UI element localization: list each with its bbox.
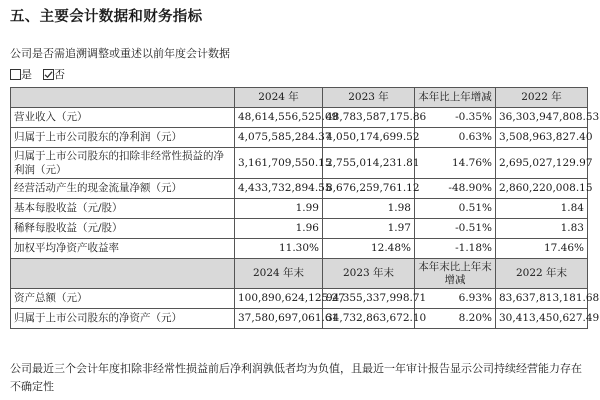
- table-row: [11, 128, 588, 148]
- table-cell: 14.76%: [415, 148, 496, 179]
- header-cell: 2023 年: [323, 88, 415, 108]
- table-cell: 3,161,709,550.15: [235, 148, 323, 179]
- table-cell: 30,413,450,627.49: [496, 309, 588, 329]
- table-cell: -0.51%: [415, 219, 496, 239]
- table-cell: 36,303,947,808.53: [496, 108, 588, 128]
- table-cell: 100,890,624,125.27: [235, 289, 323, 309]
- table-cell: 4,433,732,894.55: [235, 179, 323, 199]
- table-cell: 2,695,027,129.97: [496, 148, 588, 179]
- row-label: 经营活动产生的现金流量净额（元）: [11, 179, 235, 199]
- retro-adjust-question: 公司是否需追溯调整或重述以前年度会计数据: [10, 47, 230, 60]
- table-row: [11, 108, 588, 128]
- table-row: [11, 148, 588, 179]
- table-cell: 0.51%: [415, 199, 496, 219]
- row-label: 加权平均净资产收益率: [11, 239, 235, 259]
- header-cell: 2024 年: [235, 88, 323, 108]
- table-cell: 1.97: [323, 219, 415, 239]
- row-label: 资产总额（元）: [11, 289, 235, 309]
- table-cell: -48.90%: [415, 179, 496, 199]
- table-row: [11, 199, 588, 219]
- checkbox-yes-label: 是: [21, 68, 32, 81]
- table-cell: 1.98: [323, 199, 415, 219]
- table-cell: 8,676,259,761.12: [323, 179, 415, 199]
- table-cell: -1.18%: [415, 239, 496, 259]
- table-cell: 4,075,585,284.37: [235, 128, 323, 148]
- table-cell: 1.99: [235, 199, 323, 219]
- table-row: [11, 289, 588, 309]
- row-label: 归属于上市公司股东的净资产（元）: [11, 309, 235, 329]
- checkbox-no-label: 否: [54, 68, 65, 81]
- table-row: [11, 179, 588, 199]
- table-cell: -0.35%: [415, 108, 496, 128]
- table-cell: 2,860,220,008.15: [496, 179, 588, 199]
- header-cell: 本年比上年增减: [415, 88, 496, 108]
- header-cell: 本年末比上年末增减: [415, 259, 496, 289]
- header-cell: 2024 年末: [235, 259, 323, 289]
- table-cell: 12.48%: [323, 239, 415, 259]
- table-cell: 17.46%: [496, 239, 588, 259]
- table-row: [11, 239, 588, 259]
- checkbox-no[interactable]: [43, 68, 65, 81]
- row-label: 稀释每股收益（元/股）: [11, 219, 235, 239]
- row-label: 归属于上市公司股东的净利润（元）: [11, 128, 235, 148]
- footnote: 公司最近三个会计年度扣除非经常性损益前后净利润孰低者均为负值，且最近一年审计报告显示公司持续经营能力存在不确定性: [10, 362, 582, 393]
- table-cell: 3,508,963,827.40: [496, 128, 588, 148]
- checkbox-unchecked-icon: [10, 69, 21, 80]
- table-cell: 34,732,863,672.10: [323, 309, 415, 329]
- row-label: 基本每股收益（元/股）: [11, 199, 235, 219]
- retro-adjust-options: [10, 66, 65, 82]
- header-cell: 2023 年末: [323, 259, 415, 289]
- table-cell: 1.83: [496, 219, 588, 239]
- table-cell: 2,755,014,231.81: [323, 148, 415, 179]
- table-cell: 8.20%: [415, 309, 496, 329]
- section-title: 五、主要会计数据和财务指标: [10, 9, 203, 25]
- header-cell: [11, 259, 235, 289]
- financial-indicators-table: [10, 87, 600, 329]
- checkbox-yes[interactable]: [10, 68, 36, 81]
- table-cell: 94,355,337,998.71: [323, 289, 415, 309]
- table-cell: 37,580,697,061.61: [235, 309, 323, 329]
- table-cell: 0.63%: [415, 128, 496, 148]
- row-label: 营业收入（元）: [11, 108, 235, 128]
- table-cell: 6.93%: [415, 289, 496, 309]
- table-cell: 1.84: [496, 199, 588, 219]
- checkbox-checked-icon: [43, 69, 54, 80]
- table-cell: 83,637,813,181.68: [496, 289, 588, 309]
- header-cell: [11, 88, 235, 108]
- table-cell: 1.96: [235, 219, 323, 239]
- header-cell: 2022 年末: [496, 259, 588, 289]
- table-cell: 4,050,174,699.52: [323, 128, 415, 148]
- table-row: [11, 219, 588, 239]
- table-cell: 48,614,556,525.09: [235, 108, 323, 128]
- table-header-row: [11, 259, 588, 289]
- header-cell: 2022 年: [496, 88, 588, 108]
- table-cell: 11.30%: [235, 239, 323, 259]
- row-label: 归属于上市公司股东的扣除非经常性损益的净利润（元）: [11, 148, 235, 179]
- table-row: [11, 309, 588, 329]
- table-cell: 48,783,587,175.86: [323, 108, 415, 128]
- table-header-row: [11, 88, 588, 108]
